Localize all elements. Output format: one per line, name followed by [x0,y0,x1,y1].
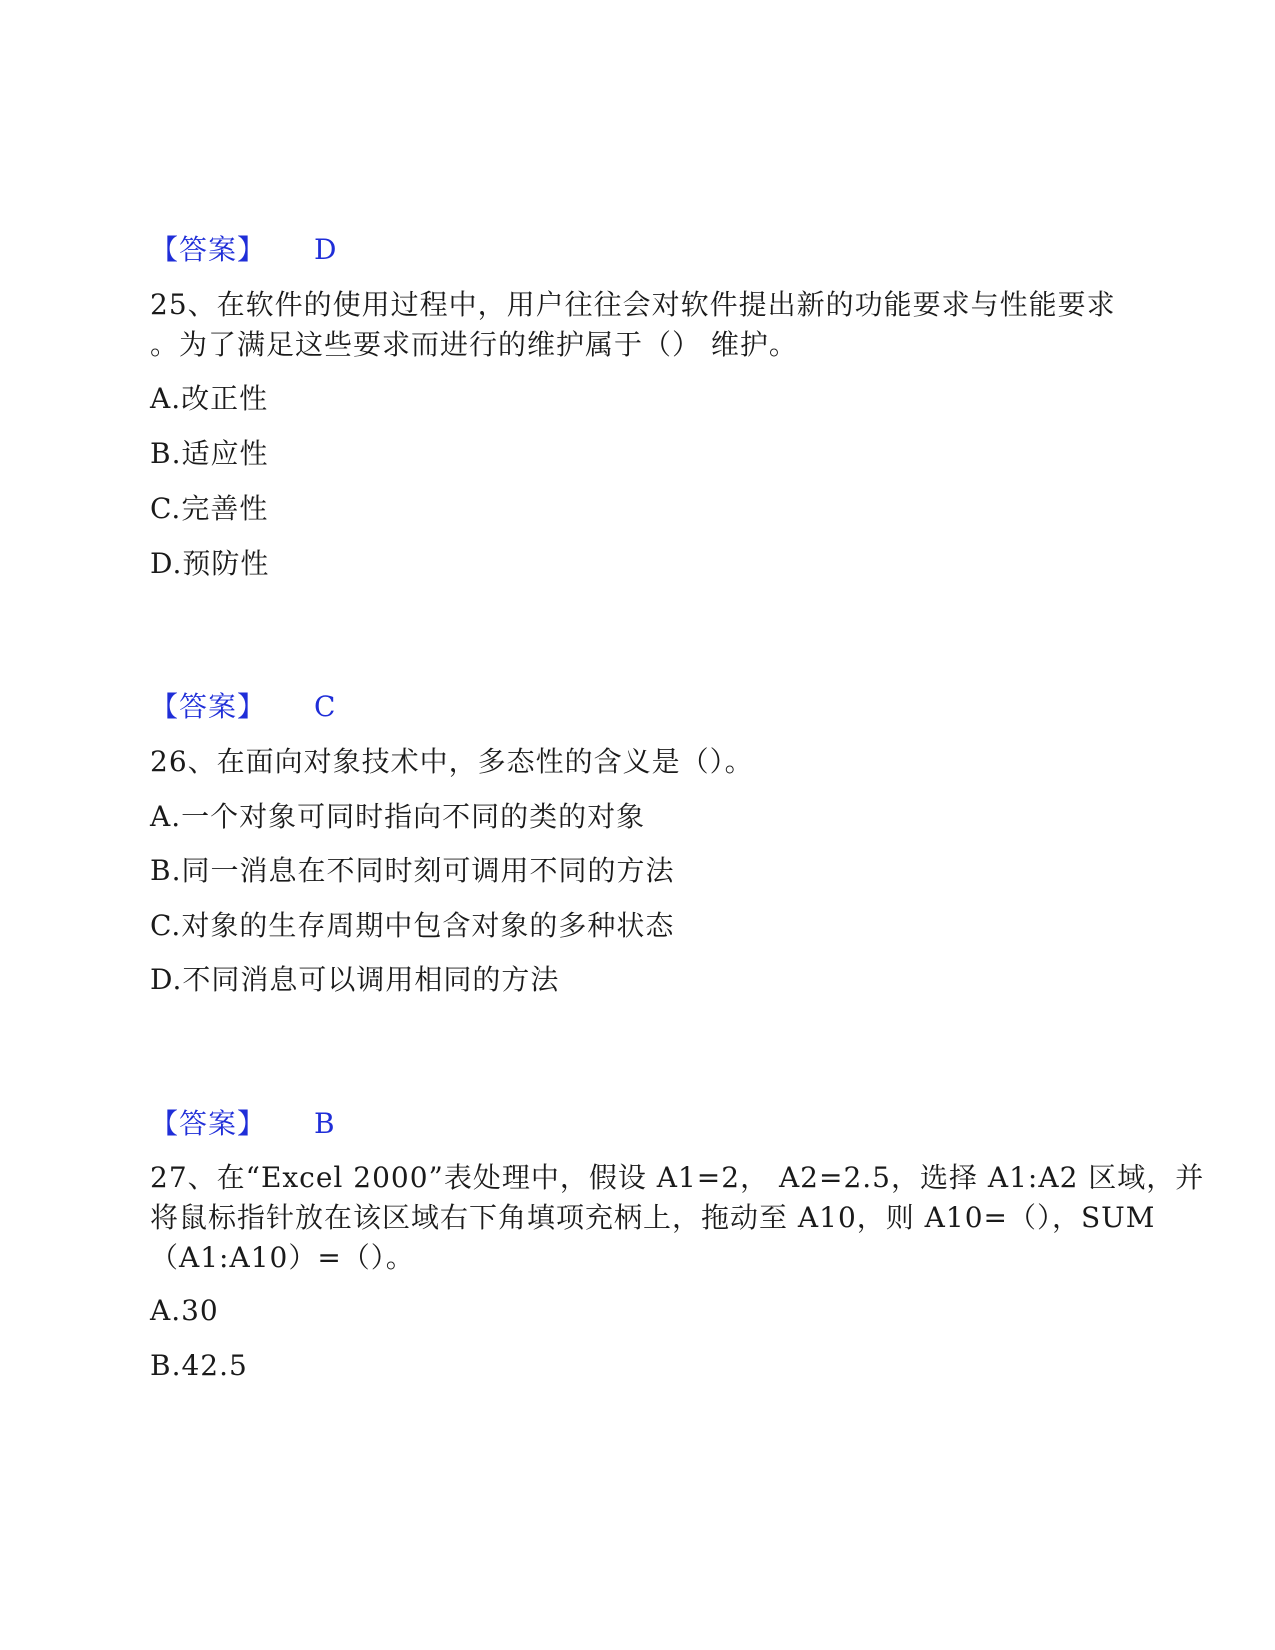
option-b: B.42.5 [150,1349,248,1382]
option-c: C.对象的生存周期中包含对象的多种状态 [150,909,675,942]
answer-line [150,230,337,270]
option-a: A.改正性 [150,382,269,415]
answer-value: B [314,1107,336,1140]
question-text-line: 将鼠标指针放在该区域右下角填项充柄上，拖动至 A10，则 A10=（），SUM [150,1201,1156,1234]
answer-label: 【答案】 [150,690,267,723]
option-a: A.一个对象可同时指向不同的类的对象 [150,800,646,833]
answer-line [150,687,336,727]
question-text-line: 26、在面向对象技术中，多态性的含义是（）。 [150,745,754,778]
answer-value: C [314,690,337,723]
option-a: A.30 [150,1294,219,1327]
question-text-line: 27、在“Excel 2000”表处理中，假设 A1=2， A2=2.5，选择 A1:A2 区域，并 [150,1161,1205,1194]
option-d: D.预防性 [150,547,270,580]
answer-label: 【答案】 [150,233,267,266]
option-c: C.完善性 [150,492,269,525]
question-text-line: 25、在软件的使用过程中，用户往往会对软件提出新的功能要求与性能要求 [150,288,1116,321]
answer-value: D [314,233,338,266]
question-text-line: （A1:A10）=（）。 [150,1241,415,1274]
option-b: B.同一消息在不同时刻可调用不同的方法 [150,854,675,887]
question-text-line: 。为了满足这些要求而进行的维护属于（） 维护。 [150,328,798,361]
option-b: B.适应性 [150,437,269,470]
answer-line [150,1104,336,1144]
option-d: D.不同消息可以调用相同的方法 [150,963,560,996]
answer-label: 【答案】 [150,1107,267,1140]
